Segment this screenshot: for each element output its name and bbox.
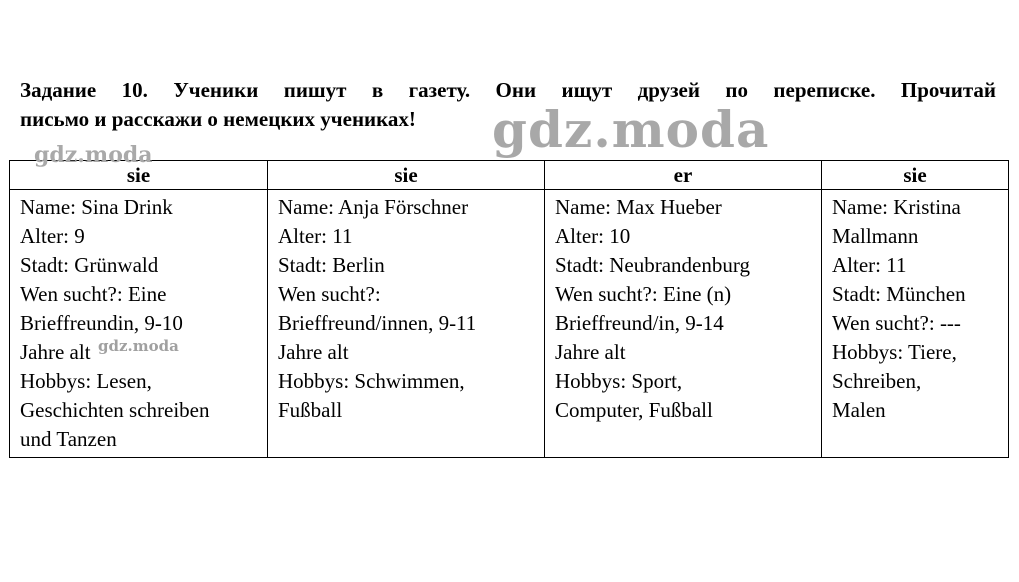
student-card-max (545, 190, 822, 458)
watermark-logo-small: gdz.moda (34, 142, 153, 168)
card-line: Alter: 11 (278, 224, 353, 248)
card-line: Jahre alt (555, 340, 626, 364)
card-line: Brieffreund/innen, 9-11 (278, 311, 477, 335)
task-line-2: письмо и расскажи о немецких учениках! (20, 107, 416, 131)
card-line: Hobbys: Tiere, (832, 340, 957, 364)
card-line: Stadt: Neubrandenburg (555, 253, 750, 277)
task-line-1: Задание 10. Ученики пишут в газету. Они ищут друзей по переписке. Прочитай (20, 78, 996, 102)
card-line: Jahre alt (20, 340, 91, 364)
student-card-anja (268, 190, 545, 458)
card-line: Hobbys: Sport, (555, 369, 683, 393)
table-header-row (10, 161, 1009, 190)
student-card-kristina (822, 190, 1009, 458)
card-line: Wen sucht?: Eine (20, 282, 167, 306)
column-header: er (545, 161, 822, 190)
table-row (10, 190, 1009, 458)
column-header: sie (268, 161, 545, 190)
card-line: Brieffreund/in, 9-14 (555, 311, 724, 335)
card-line: Name: Max Hueber (555, 195, 722, 219)
pen-pals-table (9, 160, 1009, 458)
card-line: Wen sucht?: Eine (n) (555, 282, 732, 306)
watermark-logo: gdz.moda (492, 100, 770, 159)
card-line: Stadt: Berlin (278, 253, 385, 277)
watermark-logo-small: gdz.moda (98, 337, 179, 355)
column-header: sie (10, 161, 268, 190)
card-line: Name: Kristina (832, 195, 961, 219)
card-line: Schreiben, (832, 369, 922, 393)
student-card-sina (10, 190, 268, 458)
card-line: Malen (832, 398, 886, 422)
card-line: Wen sucht?: (278, 282, 381, 306)
card-line: Jahre alt (278, 340, 349, 364)
card-line: Geschichten schreiben (20, 398, 210, 422)
card-line: Alter: 10 (555, 224, 631, 248)
card-line: Mallmann (832, 224, 919, 248)
card-line: Wen sucht?: --- (832, 311, 961, 335)
card-line: Computer, Fußball (555, 398, 713, 422)
card-line: und Tanzen (20, 427, 117, 451)
card-line: Brieffreundin, 9-10 (20, 311, 183, 335)
card-line: Name: Sina Drink (20, 195, 173, 219)
card-line: Alter: 11 (832, 253, 907, 277)
card-line: Stadt: Grünwald (20, 253, 159, 277)
column-header: sie (822, 161, 1009, 190)
card-line: Stadt: München (832, 282, 966, 306)
card-line: Hobbys: Lesen, (20, 369, 152, 393)
card-line: Alter: 9 (20, 224, 85, 248)
card-line: Fußball (278, 398, 343, 422)
card-line: Hobbys: Schwimmen, (278, 369, 465, 393)
card-line: Name: Anja Förschner (278, 195, 469, 219)
task-heading (20, 76, 996, 134)
